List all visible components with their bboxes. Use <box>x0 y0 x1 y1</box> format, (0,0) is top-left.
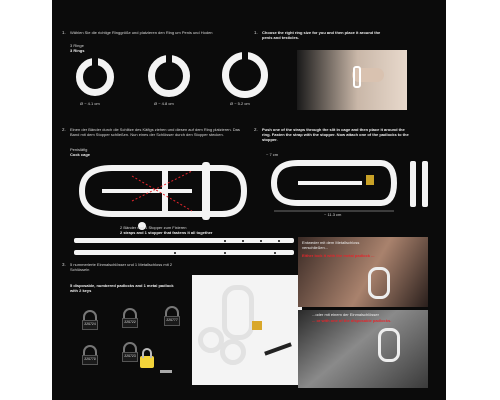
straps-label-en: 2 straps and 1 stopper that fastens it all together <box>120 230 213 235</box>
cage-illustration <box>72 156 252 231</box>
step3-number: 3. <box>62 262 66 267</box>
step1-number: 1. <box>62 30 66 35</box>
key-icon <box>160 370 172 373</box>
padlock-icon: 229724 <box>82 310 98 332</box>
cage-label-de: Penisläfig <box>70 147 88 152</box>
strap-1 <box>74 238 294 243</box>
padlock-icon: 229779 <box>82 345 98 367</box>
rings-label-en: 3 Rings <box>70 48 85 53</box>
step1-photo <box>297 50 407 110</box>
instruction-sheet <box>52 0 446 400</box>
ring-size-large: Ø ~ 5.2 cm <box>230 101 250 106</box>
cage-side-illustration <box>262 155 432 215</box>
ring-medium <box>148 55 190 97</box>
caption-top-en: Either lock it with the metal padlock ... <box>302 253 375 258</box>
step2-number: 2. <box>62 127 66 132</box>
straps-label-de: 2 Bänder und 1 Stopper zum Fixieren <box>120 225 187 230</box>
padlock-icon: 229777 <box>164 306 180 328</box>
step1-text-en: Choose the right ring size for you and then place it around the penis and testicles. <box>262 30 381 40</box>
step2-text-en: Push one of the straps through the slit in cage and then place it around the ring. Fasten the strap with the stopper. Now attach one of the padlocks to the stopper. <box>262 127 409 142</box>
caption-bottom-en: ... or with one of the disposable padlocks. <box>312 318 392 323</box>
padlock-icon: 229723 <box>122 342 138 364</box>
metal-padlock-icon <box>140 356 154 368</box>
rings-label-de: 3 Ringe <box>70 43 84 48</box>
caption-bottom-de: ...oder mit einem der Einmalschlösser <box>312 312 379 317</box>
step2-number-en: 2. <box>254 127 258 132</box>
product-photo <box>192 275 302 385</box>
caption-top-de: Entweder mit dem Metallschloss verschließen... <box>302 240 360 250</box>
cage-label-en: Cock cage <box>70 152 91 157</box>
strap-2 <box>74 250 294 255</box>
step3-text-en: 5 disposable, numbered padlocks and 1 metal padlock with 2 keys <box>70 283 174 293</box>
ring-small <box>76 58 114 96</box>
dim-length: ~ 7 cm <box>266 152 279 157</box>
ring-large <box>222 52 268 98</box>
ring-size-medium: Ø ~ 4.8 cm <box>154 101 174 106</box>
padlock-icon: 229722 <box>122 308 138 330</box>
step2-text-de: Einen der Bänder durch die Schlitze des Käfigs ziehen und diesen auf dem Ring platzieren. Das Band mit dem Stopper schließen. Nun eines der Schlösser durch den Stopper stecken. <box>70 127 240 137</box>
dim-width: ~ 11.3 cm <box>324 212 342 217</box>
step1-number-en: 1. <box>254 30 258 35</box>
step1-text-de: Wählen Sie die richtige Ringgröße und platzieren den Ring um Penis und Hoden <box>70 30 213 35</box>
ring-size-small: Ø ~ 4.1 cm <box>80 101 100 106</box>
step3-text-de: 5 nummerierte Einmalschlösser und 1 Metallschloss mit 2 Schlüsseln <box>70 262 173 272</box>
